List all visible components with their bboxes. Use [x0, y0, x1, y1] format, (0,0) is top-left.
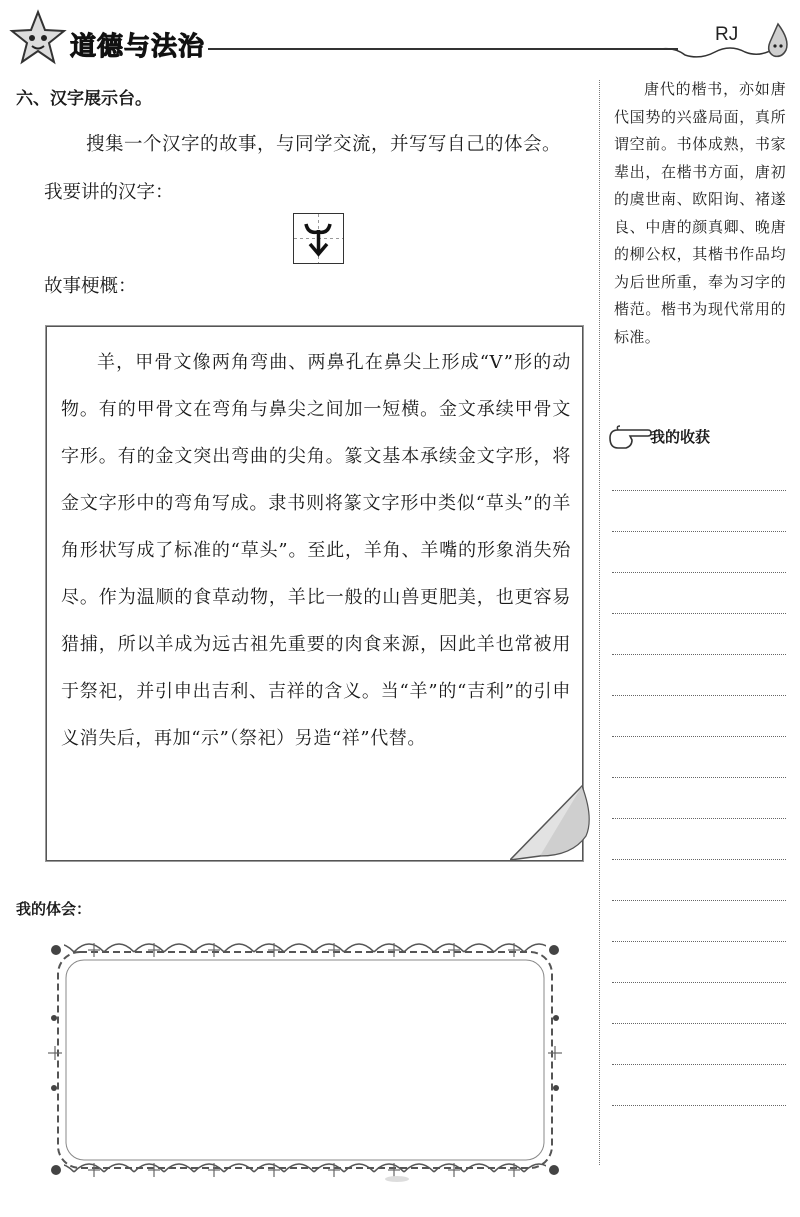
header-title: 道德与法治: [70, 32, 206, 62]
character-box: [293, 213, 344, 264]
harvest-writing-line[interactable]: [612, 1105, 786, 1106]
pointing-hand-icon: [608, 424, 652, 452]
harvest-writing-line[interactable]: [612, 1064, 786, 1065]
story-label: 故事梗概：: [44, 276, 137, 297]
harvest-label: 我的收获: [650, 428, 711, 446]
column-divider: [599, 80, 600, 1165]
section-title: 六、汉字展示台。: [16, 89, 152, 109]
harvest-writing-line[interactable]: [612, 982, 786, 983]
cartoon-star-icon: [8, 8, 68, 68]
instruction-text: 搜集一个汉字的故事，与同学交流，并写写自己的体会。: [86, 134, 562, 155]
reflection-label: 我的体会：: [16, 900, 92, 918]
harvest-writing-line[interactable]: [612, 900, 786, 901]
character-label: 我要讲的汉字：: [44, 182, 174, 203]
harvest-writing-line[interactable]: [612, 490, 786, 491]
oracle-bone-sheep-glyph: [294, 214, 343, 263]
header-rule: [208, 48, 678, 50]
harvest-writing-line[interactable]: [612, 654, 786, 655]
story-card: [46, 326, 583, 861]
harvest-writing-line[interactable]: [612, 818, 786, 819]
harvest-writing-line[interactable]: [612, 736, 786, 737]
page-curl-decoration: [510, 760, 594, 862]
story-text: 羊，甲骨文像两角弯曲、两鼻孔在鼻尖上形成“V”形的动物。有的甲骨文在弯角与鼻尖之间加一短横。金文承续甲骨文字形。有的金文突出弯曲的尖角。篆文基本承续金文字形，将金文字形中的弯角写成。隶书则将篆文字形中类似“草头”的羊角形状写成了标准的“草头”。至此，羊角、羊嘴的形象消失殆尽。作为温顺的食草动物，羊比一般的山兽更肥美，也更容易猎捕，所以羊成为远古祖先重要的肉食来源，因此羊也常被用于祭祀，并引申出吉利、吉祥的含义。当“羊”的“吉利”的引申义消失后，再加“示”（祭祀）另造“祥”代替。: [61, 352, 571, 749]
water-drop-icon: [762, 20, 794, 60]
harvest-writing-line[interactable]: [612, 941, 786, 942]
side-note-text: 唐代的楷书，亦如唐代国势的兴盛局面，真所谓空前。书体成熟，书家辈出，在楷书方面，唐初的虞世南、欧阳询、褚遂良、中唐的颜真卿、晚唐的柳公权，其楷书作品均为后世所重，奉为习字的楷范。楷书为现代常用的标准。: [614, 80, 786, 346]
harvest-writing-line[interactable]: [612, 1023, 786, 1024]
harvest-writing-line[interactable]: [612, 613, 786, 614]
reflection-writing-frame[interactable]: [44, 938, 566, 1182]
harvest-writing-line[interactable]: [612, 531, 786, 532]
harvest-writing-line[interactable]: [612, 859, 786, 860]
edition-label: RJ: [715, 24, 739, 45]
harvest-writing-line[interactable]: [612, 777, 786, 778]
page-bottom-mark: [385, 1176, 409, 1182]
harvest-writing-line[interactable]: [612, 695, 786, 696]
harvest-writing-line[interactable]: [612, 572, 786, 573]
